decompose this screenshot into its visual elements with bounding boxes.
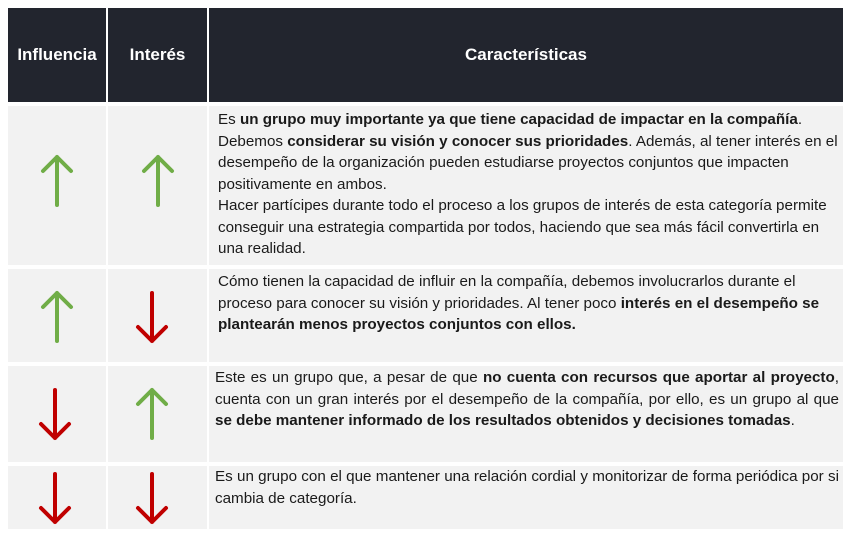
row4-characteristics-cell: [209, 466, 843, 529]
header-interes: Interés: [108, 8, 207, 102]
up-arrow-icon: [132, 386, 172, 442]
row2-characteristics-cell: [209, 269, 843, 362]
up-arrow-icon: [37, 289, 77, 345]
down-arrow-icon: [35, 470, 75, 526]
header-caracteristicas: Características: [209, 8, 843, 102]
up-arrow-icon: [138, 153, 178, 209]
row2-text: Cómo tienen la capacidad de influir en la compañía, debemos involucrarlos durante el proceso para conocer su visión y prioridades. Al tener poco interés en el desempeño se plantearán menos proyectos conjuntos con ellos.: [218, 273, 820, 333]
down-arrow-icon: [132, 289, 172, 345]
header-influencia: Influencia: [8, 8, 106, 102]
row2-influence-cell: [8, 269, 106, 362]
row4-text: Es un grupo con el que mantener una relación cordial y monitorizar de forma periódica por si cambia de categoría.: [215, 468, 839, 507]
row3-interest-cell: [108, 366, 207, 462]
row4-interest-cell: [108, 466, 207, 529]
row3-influence-cell: [8, 366, 106, 462]
row1-text: Es un grupo muy importante ya que tiene capacidad de impactar en la compañía. Debemos considerar su visión y conocer sus prioridades. Además, al tener interés en el desempeño de la organización pueden estudiarse proyectos conjuntos que impacten positivamente en ambos. Hacer partícipes durante todo el proceso a los grupos de interés de esta categoría permite conseguir una estrategia compartida por todos, haciendo que sea más fácil convertirla en una realidad.: [218, 111, 838, 257]
row3-text: Este es un grupo que, a pesar de que no cuenta con recursos que aportar al proyecto, cuenta con un gran interés por el desempeño de la compañía, por ello, es un grupo al que se debe mantener informado de los resultados obtenidos y decisiones tomadas.: [215, 369, 839, 429]
down-arrow-icon: [132, 470, 172, 526]
row1-interest-cell: [108, 106, 207, 265]
row1-characteristics-cell: [209, 106, 843, 265]
row2-interest-cell: [108, 269, 207, 362]
up-arrow-icon: [37, 153, 77, 209]
down-arrow-icon: [35, 386, 75, 442]
row1-influence-cell: [8, 106, 106, 265]
row3-characteristics-cell: [209, 366, 843, 462]
row4-influence-cell: [8, 466, 106, 529]
